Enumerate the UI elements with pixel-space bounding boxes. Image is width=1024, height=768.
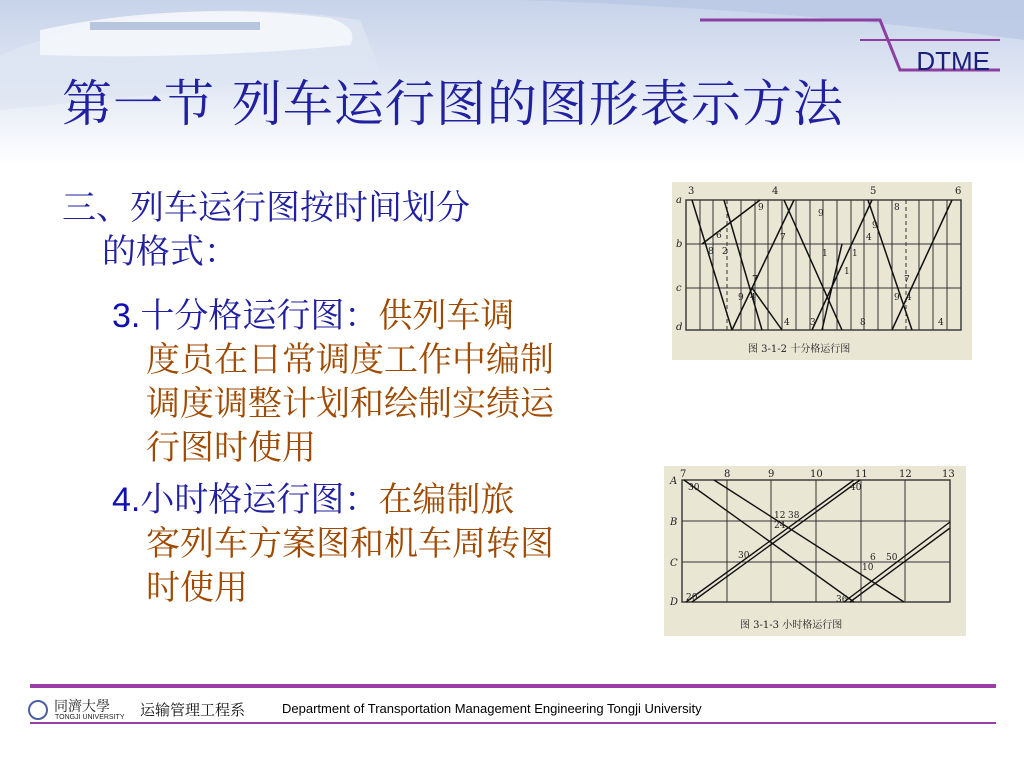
- footer-divider-bottom: [30, 722, 996, 724]
- row-label: d: [676, 322, 683, 333]
- annotation: 1: [822, 249, 828, 259]
- page-title: 第一节 列车运行图的图形表示方法: [62, 75, 844, 133]
- annotation: 4: [866, 233, 872, 243]
- item-label: 十分格运行图：: [140, 296, 379, 336]
- item-desc-line: 行图时使用: [146, 428, 316, 468]
- annotation: 7: [904, 275, 910, 285]
- figure-caption: 图 3-1-2 十分格运行图: [748, 344, 851, 355]
- annotation: 12: [774, 511, 786, 521]
- annotation: 36: [836, 595, 848, 605]
- row-label: a: [676, 195, 682, 206]
- annotation: 4: [750, 293, 756, 303]
- annotation: 4: [938, 318, 944, 328]
- list-item-ten-minute: [112, 294, 632, 470]
- annotation: 2: [722, 247, 728, 257]
- item-desc-first: 供列车调: [378, 296, 515, 336]
- annotation: 9: [818, 209, 824, 219]
- university-logo-en: TONGJI UNIVERSITY: [55, 714, 125, 721]
- heading-line-1: 三、列车运行图按时间划分: [62, 188, 470, 228]
- item-desc-line: 客列车方案图和机车周转图: [146, 524, 554, 564]
- dtme-badge: DTME: [916, 46, 990, 76]
- col-label: 11: [855, 469, 868, 480]
- col-label: 5: [870, 186, 877, 197]
- footer-divider-top: [30, 684, 996, 688]
- col-label: 7: [680, 469, 687, 480]
- annotation: 8: [708, 247, 714, 257]
- item-desc-line: 调度调整计划和绘制实绩运: [146, 384, 554, 424]
- col-label: 9: [768, 469, 775, 480]
- row-label: B: [670, 517, 678, 528]
- col-label: 8: [724, 469, 731, 480]
- col-label: 12: [899, 469, 912, 480]
- annotation: 7: [752, 275, 758, 285]
- annotation: 9: [758, 203, 764, 213]
- annotation: 6: [870, 553, 876, 563]
- item-desc-first: 在编制旅: [378, 480, 515, 520]
- annotation: 10: [862, 563, 874, 573]
- row-label: C: [670, 558, 678, 569]
- annotation: 9: [894, 293, 900, 303]
- annotation: 6: [716, 231, 722, 241]
- figure-hourly-diagram: [664, 466, 966, 636]
- annotation: 1: [852, 249, 858, 259]
- col-label: 3: [688, 186, 695, 197]
- train-lines: [692, 200, 952, 330]
- item-number: 4.: [112, 481, 141, 519]
- row-label: b: [676, 239, 683, 250]
- annotation: 4: [784, 318, 790, 328]
- annotation: 7: [780, 233, 786, 243]
- annotation: 1: [844, 267, 850, 277]
- col-label: 13: [942, 469, 955, 480]
- row-label: D: [670, 597, 679, 608]
- col-label: 6: [955, 186, 962, 197]
- grid: [682, 480, 950, 602]
- annotation: 9: [738, 293, 744, 303]
- col-label: 10: [810, 469, 823, 480]
- annotation: 30: [688, 483, 700, 493]
- annotation: 50: [886, 553, 898, 563]
- item-number: 3.: [112, 297, 141, 335]
- annotation: 38: [788, 511, 800, 521]
- annotation: 4: [906, 293, 912, 303]
- annotation: 40: [850, 483, 862, 493]
- item-desc-line: 度员在日常调度工作中编制: [146, 340, 554, 380]
- item-label: 小时格运行图：: [140, 480, 379, 520]
- annotation: 9: [872, 221, 878, 231]
- department-name-cn: 运输管理工程系: [140, 701, 246, 719]
- train-lines: [684, 480, 950, 602]
- department-name-en: Department of Transportation Management Engineering Tongji University: [282, 701, 702, 716]
- row-label: A: [670, 476, 678, 487]
- heading-line-2: 的格式：: [102, 232, 238, 272]
- annotation: 8: [860, 318, 866, 328]
- section-heading: [62, 186, 622, 274]
- grid: [686, 200, 961, 330]
- university-seal-icon: [28, 700, 48, 720]
- annotation: 24: [774, 521, 786, 531]
- list-item-hourly: [112, 478, 632, 610]
- university-logo-cn: 同濟大學: [54, 699, 110, 715]
- item-desc-line: 时使用: [146, 568, 248, 608]
- annotation: 30: [738, 551, 750, 561]
- row-label: c: [676, 283, 682, 294]
- figure-ten-minute-diagram: [672, 182, 972, 360]
- annotation: 8: [894, 203, 900, 213]
- figure-caption: 图 3-1-3 小时格运行图: [740, 620, 843, 631]
- annotation: 20: [686, 593, 698, 603]
- annotation: 3: [810, 318, 816, 328]
- col-label: 4: [772, 186, 779, 197]
